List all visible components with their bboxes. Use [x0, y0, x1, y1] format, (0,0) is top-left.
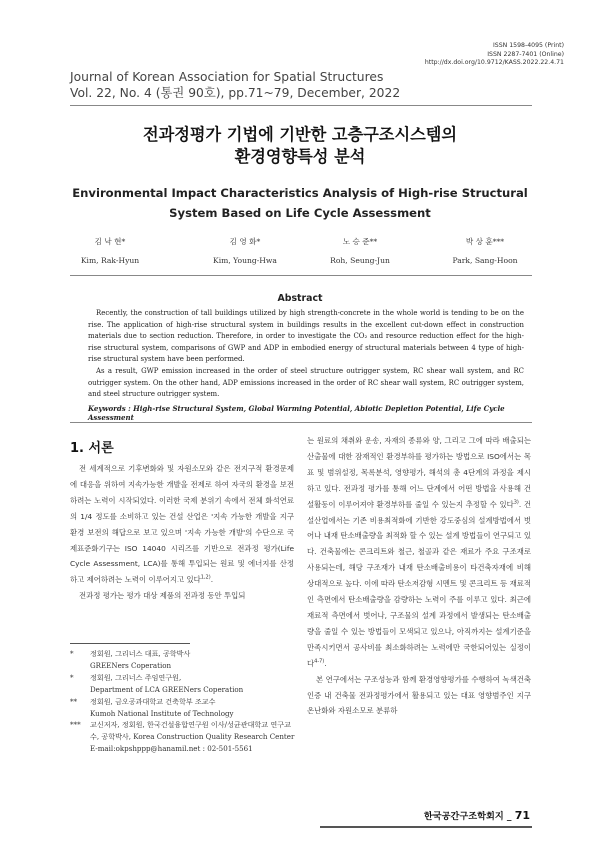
- author-name-ko: 김 낙 현*: [94, 237, 126, 246]
- journal-volume: Vol. 22, No. 4 (통권 90호), pp.71~79, December, 2022: [70, 85, 401, 100]
- author-name-ko: 박 상 훈***: [465, 237, 505, 246]
- footnote: *** 교신저자, 정회원, 한국건설융합연구원 이사/성균관대학교 연구교수, 공학박사, Korea Construction Quality Research Center E-mail:okpshppp@hanamil.net : 02-501-5561: [70, 720, 295, 754]
- abstract-heading: Abstract: [277, 293, 323, 304]
- issn-online: ISSN 2287-7401 (Online): [487, 50, 564, 58]
- footer-rule: [320, 826, 532, 828]
- author-name-ko: 김 영 화*: [229, 237, 261, 246]
- citation-ref: 1,2): [200, 574, 211, 581]
- author: [185, 232, 305, 270]
- journal-header: [70, 70, 400, 101]
- issn-block: [425, 42, 564, 68]
- author-name-en: Kim, Young-Hwa: [213, 256, 277, 265]
- body-paragraph: 전과정 평가는 평가 대상 제품의 전과정 동안 투입되: [79, 591, 246, 601]
- author: [425, 232, 545, 270]
- footer-journal-name: 한국공간구조학회지 _: [423, 811, 515, 822]
- section-heading-introduction: 1. 서론: [70, 441, 114, 456]
- author: [50, 232, 170, 270]
- doi-link[interactable]: http://dx.doi.org/10.9712/KASS.2022.22.4.71: [424, 59, 564, 67]
- header-rule: [70, 105, 532, 106]
- keywords-rule: [70, 422, 532, 423]
- journal-name: Journal of Korean Association for Spatial Structures: [70, 70, 384, 84]
- citation-ref: 4-7): [314, 658, 325, 665]
- keywords: Keywords : High-rise Structural System, Global Warming Potential, Abiotic Depletion Potential, Life Cycle Assessment: [88, 404, 505, 422]
- right-column: [307, 433, 531, 719]
- abstract-paragraph-1: Recently, the construction of tall buildings utilized by high strength-concrete in the whole world is tending to be on the rise. The application of high-rise structural system in buildings results in the excellent cut-down effect in construction materials due to section reduction. Therefore, in order to investigate the CO₂ and resource reduction effect for the high-rise structural system, comparisons of GWP and ADP in embodied energy of structural materials between 4 type of high-rise structural system have been performed.: [88, 309, 524, 364]
- citation-ref: 3): [513, 499, 519, 506]
- title-english: [0, 183, 600, 223]
- body-paragraph: 전 세계적으로 기후변화와 및 자원소모와 같은 전지구적 환경문제에 대응을 위하여 지속가능한 개발을 전제로 하여 자국의 환경을 보전하려는 노력이 시작되었다. 이러한 국제 분위기 속에서 전체 화석연료의 1/4 정도를 소비하고 있는 건설 산업은 '지속 가능한 개발을 지구 환경 보전의 해답으로 보고 있으며 '지속 가능한 개발'의 수단으로 국제표준화기구는 ISO 14040 시리즈를 기반으로 전과정 평가(Life Cycle Assessment, LCA)를 통해 투입되는 원료 및 에너지를 산정하고 제어하려는 노력이 이루어지고 있다$^{1,2)}$.: [70, 464, 294, 585]
- footnotes: [70, 648, 298, 755]
- title-english-line-2: System Based on Life Cycle Assessment: [169, 206, 431, 220]
- page-footer: [424, 808, 530, 822]
- left-column: [70, 461, 294, 604]
- author-name-en: Park, Sang-Hoon: [452, 256, 518, 265]
- title-korean-line-2: 환경영향특성 분석: [234, 147, 366, 166]
- body-paragraph: 본 연구에서는 구조성능과 함께 환경영향평가를 수행하여 녹색건축인증 내 건축물 전과정평가에서 활용되고 있는 대표 영향범주인 지구온난화와 자원소모로 분류하: [307, 674, 531, 716]
- author-name-en: Kim, Rak-Hyun: [80, 256, 140, 265]
- title-korean-line-1: 전과정평가 기법에 기반한 고층구조시스템의: [142, 125, 457, 144]
- author-name-ko: 노 승 준**: [342, 237, 378, 246]
- footnote: ** 정회원, 금오공과대학교 건축학부 조교수 Kumoh National Institute of Technology: [70, 696, 234, 718]
- title-korean: [0, 124, 600, 168]
- title-english-line-1: Environmental Impact Characteristics Analysis of High-rise Structural: [72, 186, 528, 200]
- author-name-en: Roh, Seung-Jun: [330, 256, 390, 265]
- authors-rule: [70, 275, 532, 276]
- abstract-paragraph-2: As a result, GWP emission increased in the order of steel structure outrigger system, RC shear wall system, and RC outrigger system. On the other hand, ADP emissions increased in the order of RC shear wall system, RC outrigger system, and steel structure outrigger system.: [88, 366, 524, 399]
- footnote-rule: [70, 643, 190, 644]
- body-paragraph: 는 원료의 채취와 운송, 자재의 종류와 양, 그리고 그에 따라 배출되는 산출물에 대한 잠재적인 환경부하를 평가하는 방법으로 ISO에서는 목표 및 범위설정, 목록분석, 영향평가, 해석의 총 4단계의 과정을 제시하고 있다. 전과정 평가를 통해 어느 단계에서 어떤 방법을 사용해 건설활동이 이루어져야 환경부하를 줄일 수 있는지 추정할 수 있다$^{3)}$. 건설산업에서는 기존 비용최적화에 기반한 강도중심의 설계방법에서 벗어나 내재 탄소배출량을 최적화 할 수 있는 설계 방법들이 연구되고 있다. 건축물에는 콘크리트와 철근, 철골과 같은 재료가 주요 구조재로 사용되는데, 해당 구조재가 내재 탄소배출비용이 타건축자재에 비해 상대적으로 높다. 이에 따라 탄소저감형 시멘트 및 콘크리트 등 재료적인 측면에서 탄소배출량을 감량하는 노력이 주를 이루고 있다. 최근에 재료적 측면에서 벗어나, 구조물의 설계 과정에서 발생되는 탄소배출량을 줄일 수 있는 방법들이 모색되고 있으나, 아직까지는 설계기준을 만족시키면서 공사비를 최소화하려는 노력에만 국한되어있는 실정이다$^{4-7)}$.: [307, 436, 532, 668]
- page-number: 71: [514, 809, 530, 822]
- abstract-body: [88, 308, 524, 401]
- footnote: * 정회원, 그리너스 주임연구원, Department of LCA GREENers Coperation: [70, 672, 244, 694]
- footnote: * 정회원, 그리너스 대표, 공학박사 GREENers Coperation: [70, 649, 191, 670]
- author: [300, 232, 420, 270]
- issn-print: ISSN 1598-4095 (Print): [492, 42, 564, 49]
